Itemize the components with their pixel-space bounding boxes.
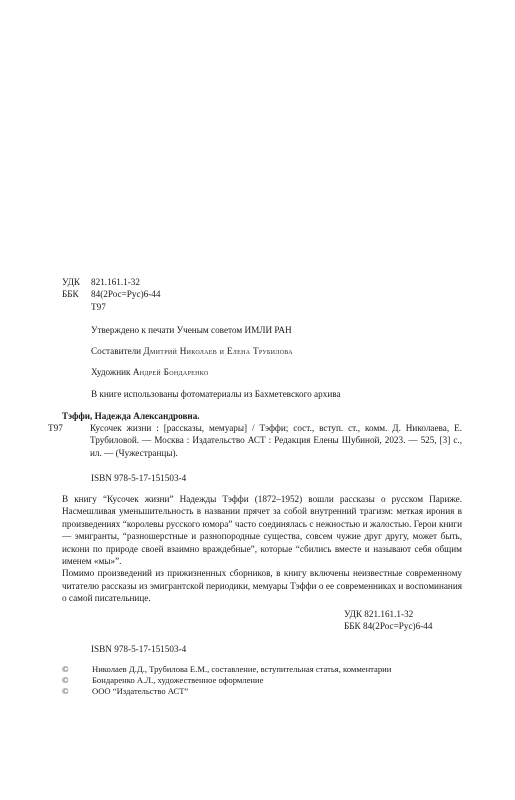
bbk-label: ББК	[62, 289, 79, 300]
photos-note: В книге использованы фотоматериалы из Бахметевского архива	[91, 389, 341, 399]
copyright-text: Николаев Д.Д., Трубилова Е.М., составление, вступительная статья, комментарии	[92, 664, 392, 674]
artist-prefix: Художник	[91, 367, 131, 377]
codes-right-udk: УДК 821.161.1-32	[344, 609, 414, 619]
artist-name: Андрей Бондаренко	[132, 367, 209, 377]
copyright-text: ООО “Издательство АСТ”	[92, 686, 189, 696]
bbk-row	[62, 288, 161, 300]
udk-label: УДК	[62, 277, 80, 287]
codes-right-block	[344, 608, 432, 633]
copyright-text: Бондаренко А.Л., художественное оформление	[92, 675, 264, 685]
approval-note: Утверждено к печати Ученым советом ИМЛИ РАН	[91, 325, 292, 335]
copyright-symbol: ©	[62, 664, 69, 674]
entry-heading: Тэффи, Надежда Александровна.	[62, 411, 200, 421]
compilers-names: Дмитрий Николаев и Елена Трубилова	[143, 346, 293, 356]
author-sign: Т97	[91, 301, 106, 312]
bbk-value: 84(2Рос=Рус)6-44	[91, 289, 161, 300]
udk-value: 821.161.1-32	[91, 277, 140, 287]
copyright-symbol: ©	[62, 686, 69, 696]
copyright-symbol: ©	[62, 675, 69, 685]
artist-line	[91, 366, 209, 378]
compilers-prefix: Составители	[91, 346, 142, 356]
entry-isbn: ISBN 978-5-17-151503-4	[91, 473, 187, 483]
copyrights-block	[62, 664, 391, 697]
entry-sign: Т97	[48, 423, 63, 433]
copyright-row	[62, 675, 391, 686]
author-sign-row	[62, 301, 161, 313]
copyright-row	[62, 664, 391, 675]
annotation-paragraph-2: Помимо произведений из прижизненных сборников, в книгу включены неизвестные современному читателю рассказы из эмигрантской периодики, мемуары Тэффи о ее современниках и воспоминания о самой писательнице.	[62, 568, 462, 604]
classification-block	[62, 276, 161, 313]
isbn-bottom: ISBN 978-5-17-151503-4	[91, 644, 187, 654]
entry-description: Кусочек жизни : [рассказы, мемуары] / Тэффи; сост., вступ. ст., комм. Д. Николаева, Е. Трубиловой. — Москва : Издательство АСТ : Редакция Елены Шубиной, 2023. — 525, [3] с., ил. — (Чужестранцы).	[90, 423, 462, 458]
annotation	[62, 493, 462, 605]
udk-row	[62, 276, 161, 288]
copyright-row	[62, 686, 391, 697]
compilers-line	[91, 345, 293, 357]
codes-right-bbk: ББК 84(2Рос=Рус)6-44	[344, 621, 433, 632]
annotation-paragraph-1: В книгу “Кусочек жизни” Надежды Тэффи (1872–1952) вошли рассказы о русском Париже. Насмешливая уменьшительность в названии прячет за собой внутренний трагизм: меткая ирония в произведениях “королевы русского юмора” часто соединялась с нежностью и жалостью. Герои книги — эмигранты, “разношерстные и разнопородные существа, совсем чужие друг другу, может быть, искони по природе своей взаимно враждебные”, которые “сбились вместе и называют себя общим именем «мы»”.	[62, 494, 462, 567]
